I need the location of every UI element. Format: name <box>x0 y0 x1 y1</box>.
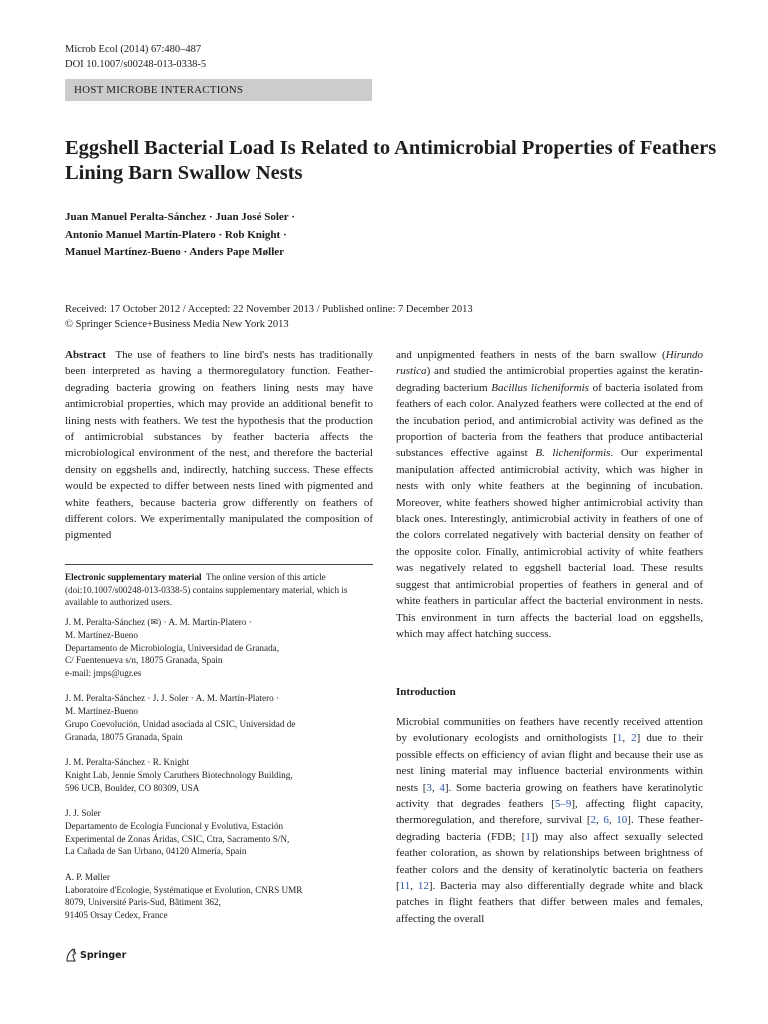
affiliation-block <box>65 807 373 858</box>
electronic-supplementary-material <box>65 571 373 609</box>
affiliation-names: J. J. Soler <box>65 808 101 819</box>
esm-divider <box>65 564 373 565</box>
section-banner: HOST MICROBE INTERACTIONS <box>65 79 372 101</box>
journal-meta <box>65 42 206 72</box>
reference-link[interactable]: 1 <box>616 732 623 745</box>
affiliation-block <box>65 756 373 794</box>
affiliation-address: Departamento de Microbiología, Universidad de Granada, <box>65 642 280 653</box>
intro-fragment: , <box>608 814 617 827</box>
abstract-right-column <box>396 347 703 642</box>
publisher-name: Springer <box>80 949 127 961</box>
intro-fragment: ], affecting flight capacity, thermoregulation, and therefore, survival [ <box>396 798 703 827</box>
affiliation-names: M. Martínez-Bueno <box>65 629 138 640</box>
intro-fragment: ]) may also affect sexually selected feather coloration, as shown by relationships between brightness of feather colors and the density of keratinolytic bacteria on feathers [ <box>396 830 703 893</box>
affiliations <box>65 616 373 934</box>
affiliation-block <box>65 692 373 743</box>
abstract-fragment: . Our experimental manipulation affected antimicrobial activity, which was higher in nests with only white feathers at the beginning of incubation. Moreover, white feathers showed higher antimicrobial activity than black ones. Interestingly, antimicrobial activity in feathers of one of the colors correlated negatively with bacterial density on feather of the opposite color. Finally, antimicrobial activity of white feathers was negatively related to eggshell bacterial load. These results suggest that antimicrobial properties of feathers in general and of white feathers in particular affect the bacterial environment in nests. This environment in turn affects the bacterial load on eggshells, which may affect hatching success. <box>396 447 703 640</box>
author-list <box>65 209 295 262</box>
reference-link[interactable]: 2 <box>631 732 637 745</box>
affiliation-address: 8079, Université Paris-Sud, Bâtiment 362, <box>65 897 221 908</box>
bacterium-short-name: B. licheniformis <box>535 447 611 460</box>
copyright: © Springer Science+Business Media New York 2013 <box>65 318 289 330</box>
intro-fragment: Microbial communities on feathers have recently received attention by evolutionary ecologists and ornithologists [ <box>396 716 703 745</box>
intro-fragment: , <box>596 814 604 827</box>
received-accepted-published: Received: 17 October 2012 / Accepted: 22 November 2013 / Published online: 7 December 2013 <box>65 304 473 315</box>
author-line: Antonio Manuel Martín-Platero · Rob Knight · <box>65 228 287 241</box>
affiliation-address: 596 UCB, Boulder, CO 80309, USA <box>65 782 200 793</box>
affiliation-address: 91405 Orsay Cedex, France <box>65 910 168 921</box>
article-title: Eggshell Bacterial Load Is Related to Antimicrobial Properties of Feathers Lining Barn Swallow Nests <box>65 137 717 184</box>
reference-link[interactable]: 5–9 <box>554 798 572 811</box>
abstract-fragment: ) and studied the antimicrobial properties against the keratin-degrading bacterium <box>396 365 703 394</box>
publication-dates <box>65 303 473 332</box>
abstract-fragment: of bacteria isolated from feathers of each color. Analyzed feathers were collected at the end of the incubation period, and antimicrobial activity was defined as the proportion of bacteria from the feathers that produce antibacterial substances effective against <box>396 381 703 460</box>
affiliation-block <box>65 616 373 680</box>
affiliation-names: J. M. Peralta-Sánchez · R. Knight <box>65 757 190 768</box>
introduction-heading: Introduction <box>396 686 456 698</box>
abstract-fragment: and unpigmented feathers in nests of the barn swallow ( <box>396 349 666 361</box>
affiliation-names: M. Martínez-Bueno <box>65 706 138 717</box>
affiliation-address: C/ Fuentenueva s/n, 18075 Granada, Spain <box>65 655 223 666</box>
springer-horse-icon <box>65 948 77 962</box>
affiliation-address: La Cañada de San Urbano, 04120 Almería, Spain <box>65 846 247 857</box>
affiliation-address: Grupo Coevolución, Unidad asociada al CSIC, Universidad de <box>65 719 296 730</box>
intro-fragment: ]. Some bacteria growing on feathers have keratinolytic activity that degrades feathers [ <box>396 781 703 811</box>
abstract-body-left: The use of feathers to line bird's nests has traditionally been interpreted as having a thermoregulatory function. Feather-degrading bacteria growing on feathers lining nests may have antimicrobial properties, which may provide an additional benefit to lining nests with feathers. We test the hypothesis that the production of antimicrobial substances by feather bacteria affects the microbiological environment of the nest, and therefore the bacterial density on eggshells and, indirectly, hatching success. These effects would be expected to differ between nests lined with pigmented and white feathers, because bacteria grow differently on feathers of different colors. We experimentally manipulated the composition of pigmented <box>65 349 374 542</box>
reference-link[interactable]: 10 <box>616 814 628 827</box>
reference-link[interactable]: 11 <box>399 880 411 893</box>
affiliation-names: J. M. Peralta-Sánchez (✉) · A. M. Martín-Platero · <box>65 617 252 627</box>
bacterium-name: Bacillus licheniformis <box>491 381 589 394</box>
intro-fragment: , <box>410 880 418 893</box>
email-link[interactable]: e-mail: jmps@ugr.es <box>65 668 142 679</box>
affiliation-address: Knight Lab, Jennie Smoly Caruthers Biotechnology Building, <box>65 769 293 780</box>
intro-fragment: , <box>431 781 440 794</box>
abstract-text-left <box>65 347 373 544</box>
reference-link[interactable]: 1 <box>525 830 531 843</box>
intro-fragment: ]. These feather-degrading bacteria (FDB; [ <box>396 814 704 843</box>
affiliation-address: Departamento de Ecología Funcional y Evolutiva, Estación <box>65 820 284 831</box>
affiliation-block <box>65 871 373 922</box>
abstract-text-right <box>396 347 703 642</box>
affiliation-names: J. M. Peralta-Sánchez · J. J. Soler · A. M. Martín-Platero · <box>65 693 280 704</box>
page-footer <box>65 948 126 962</box>
intro-fragment: ] due to their possible effects on efficiency of avian flight and because their use as nest lining material may influence bacterial environments within nests [ <box>396 732 703 794</box>
doi: DOI 10.1007/s00248-013-0338-5 <box>65 59 207 70</box>
reference-link[interactable]: 4 <box>439 781 445 794</box>
reference-link[interactable]: 6 <box>603 814 609 827</box>
journal-citation: Microb Ecol (2014) 67:480–487 <box>65 44 202 55</box>
affiliation-address: Laboratoire d'Ecologie, Systématique et Evolution, CNRS UMR <box>65 884 303 895</box>
author-line: Manuel Martínez-Bueno · Anders Pape Møller <box>65 246 285 258</box>
author-line: Juan Manuel Peralta-Sánchez · Juan José Soler · <box>65 211 295 223</box>
species-name: Hirundo rustica <box>396 349 703 378</box>
reference-link[interactable]: 2 <box>590 814 596 827</box>
reference-link[interactable]: 3 <box>426 781 432 794</box>
affiliation-address: Granada, 18075 Granada, Spain <box>65 731 183 742</box>
affiliation-names: A. P. Møller <box>65 871 110 882</box>
introduction-text <box>396 714 703 927</box>
reference-link[interactable]: 12 <box>417 880 429 893</box>
abstract-left-column <box>65 347 373 544</box>
esm-label: Electronic supplementary material <box>65 572 202 582</box>
intro-fragment: ]. Bacteria may also differentially degrade white and black patches in flight feathers that differ between males and females, affecting the overall <box>396 880 704 925</box>
esm-text: The online version of this article (doi:10.1007/s00248-013-0338-5) contains supplementary material, which is available to authorized users. <box>65 572 348 607</box>
affiliation-address: Experimental de Zonas Áridas, CSIC, Ctra, Sacramento S/N, <box>65 833 290 844</box>
intro-fragment: , <box>622 732 632 745</box>
abstract-label: Abstract <box>65 349 106 361</box>
